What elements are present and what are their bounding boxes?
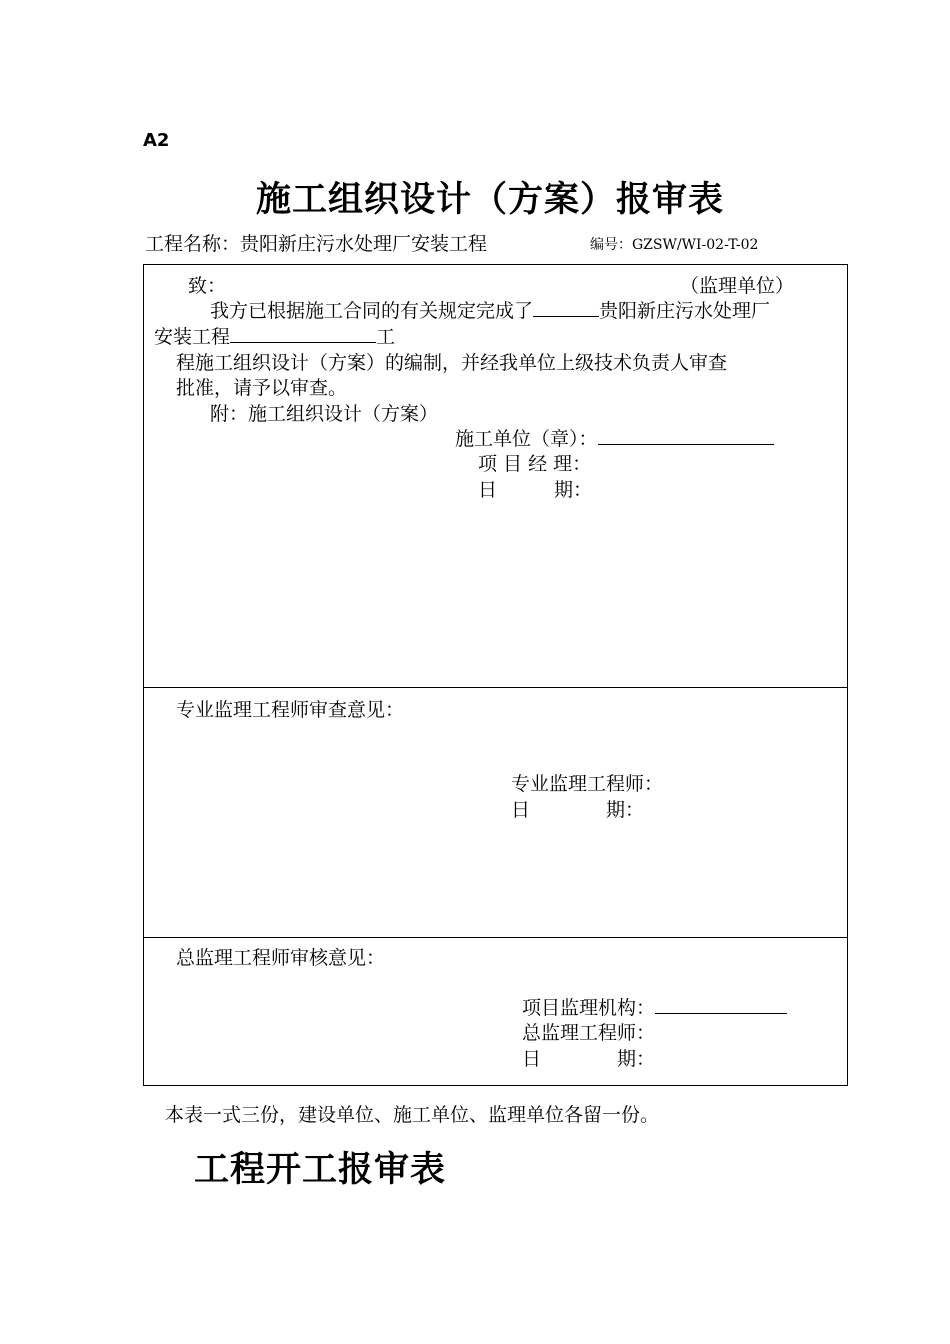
page-title: 施工组织设计（方案）报审表 xyxy=(255,180,724,220)
footnote: 本表一式三份，建设单位、施工单位、监理单位各留一份。 xyxy=(165,1104,660,1126)
statement-line-2-tail: 工 xyxy=(376,326,396,348)
to-label: 致： xyxy=(188,275,227,297)
supervisor-unit-label: （监理单位） xyxy=(680,275,795,297)
next-form-title: 工程开工报审表 xyxy=(193,1150,446,1190)
statement-line-4: 批准，请予以审查。 xyxy=(176,377,348,399)
statement-line-1 xyxy=(210,296,770,323)
contractor-unit-label: 施工单位（章）： xyxy=(455,428,598,450)
signature-line xyxy=(655,995,787,1014)
divider xyxy=(144,687,847,688)
date-label-2: 日 期： xyxy=(511,799,645,821)
blank-line xyxy=(230,324,376,343)
date-label-1: 日 期： xyxy=(478,479,593,501)
engineer-label: 专业监理工程师： xyxy=(511,773,664,795)
blank-line xyxy=(533,298,599,317)
contractor-unit-line xyxy=(455,424,774,451)
statement-line-2 xyxy=(154,322,395,349)
signature-line xyxy=(598,426,774,445)
chief-review-heading: 总监理工程师审核意见： xyxy=(176,947,386,969)
serial-number: 编号：GZSW/WI-02-T-02 xyxy=(590,237,759,253)
date-label-3: 日 期： xyxy=(522,1048,656,1070)
supervision-org-label: 项目监理机构： xyxy=(522,997,656,1019)
statement-line-3: 程施工组织设计（方案）的编制，并经我单位上级技术负责人审查 xyxy=(176,352,728,374)
form-code: A2 xyxy=(143,130,170,151)
statement-line-1-text: 我方已根据施工合同的有关规定完成了 xyxy=(210,300,534,322)
project-name: 工程名称：贵阳新庄污水处理厂安装工程 xyxy=(145,233,488,255)
divider xyxy=(144,937,847,938)
chief-engineer-label: 总监理工程师： xyxy=(522,1022,656,1044)
project-manager-label: 项 目 经 理： xyxy=(478,453,592,475)
statement-line-2-text: 安装工程 xyxy=(154,326,231,348)
form-table xyxy=(143,264,848,1086)
engineer-review-heading: 专业监理工程师审查意见： xyxy=(176,699,405,721)
supervision-org-line xyxy=(522,993,787,1020)
attachment-line: 附：施工组织设计（方案） xyxy=(210,403,439,425)
statement-project-name: 贵阳新庄污水处理厂 xyxy=(599,300,771,322)
